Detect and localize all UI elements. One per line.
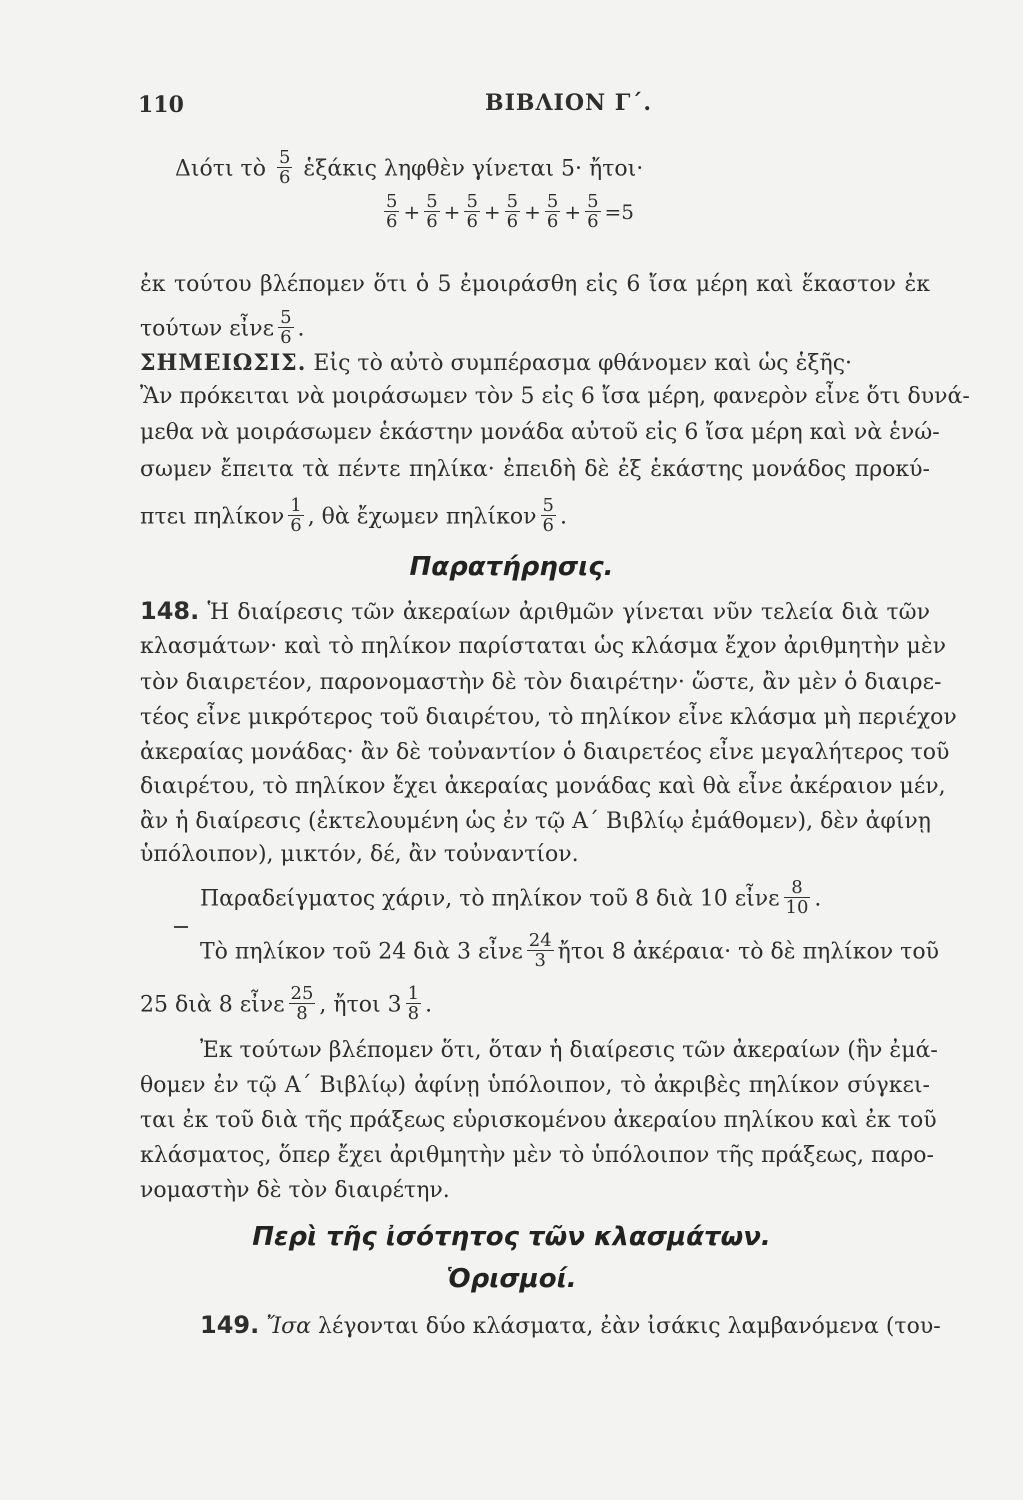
- section-number-149: 149.: [200, 1311, 260, 1339]
- running-title: ΒΙΒΛΙΟΝ Γ΄.: [485, 90, 653, 116]
- sec148-line-2: κλασμάτων· καὶ τὸ πηλίκον παρίσταται ὡς κλάσμα ἔχον ἀριθμητὴν μὲν: [140, 634, 947, 659]
- text: Διότι τὸ: [175, 156, 266, 182]
- eq-fraction: $\frac{5}{6}$: [506, 191, 519, 232]
- fraction-25-8: $\frac{25}{8}$: [290, 983, 314, 1024]
- fraction-8-10: $\frac{8}{10}$: [785, 877, 809, 918]
- sec148-line-15: κλάσματος, ὅπερ ἔχει ἀριθμητὴν μὲν τὸ ὑπόλοιπον τῆς πράξεως, παρο-: [140, 1143, 934, 1168]
- section-number-148: 148.: [140, 597, 200, 625]
- sec149-line-1: 149. Ἴσα λέγονται δύο κλάσματα, ἐὰν ἰσάκις λαμβανόμενα (του-: [200, 1311, 941, 1339]
- heading-definitions: Ὁρισμοί.: [446, 1264, 577, 1294]
- fraction-5-6: $\frac{5}{6}$: [542, 495, 554, 536]
- heading-observation: Παρατήρησις.: [409, 552, 614, 582]
- sec148-line-13: θομεν ἐν τῷ Α΄ Βιβλίῳ) ἀφίνῃ ὑπόλοιπον, τὸ ἀκριβὲς πηλίκον σύγκει-: [140, 1073, 930, 1098]
- sec148-line-6: διαιρέτου, τὸ πηλίκον ἔχει ἀκεραίας μονάδας καὶ θὰ εἶνε ἀκέραιον μέν,: [140, 774, 946, 799]
- sec148-line-4: τέος εἶνε μικρότερος τοῦ διαιρέτου, τὸ πηλίκον εἶνε κλάσμα μὴ περιέχον: [140, 705, 957, 730]
- sec148-line-7: ἂν ἡ διαίρεσις (ἐκτελουμένη ὡς ἐν τῷ Α΄ Βιβλίῳ ἐμάθομεν), δὲν ἀφίνῃ: [140, 809, 931, 834]
- fraction-5-6: $\frac{5}{6}$: [280, 307, 292, 348]
- sec148-line-11: 25 διὰ 8 εἶνε $\frac{25}{8}$ , ἤτοι 3 $\frac{1}{8}$ .: [140, 983, 433, 1024]
- sum-equation: $\frac{5}{6}$ + $\frac{5}{6}$ + $\frac{5}{6}$ + $\frac{5}{6}$ + $\frac{5}{6}$ + $\frac{5}{6}$ =5: [386, 191, 635, 232]
- intro-line-4: τούτων εἶνε $\frac{5}{6}$ .: [140, 307, 305, 348]
- sec148-line-14: ται ἐκ τοῦ διὰ τῆς πράξεως εὑρισκομένου ἀκεραίου πηλίκου καὶ ἐκ τοῦ: [140, 1108, 937, 1133]
- intro-line-3: ἐκ τούτου βλέπομεν ὅτι ὁ 5 ἐμοιράσθη εἰς 6 ἴσα μέρη καὶ ἕκαστον ἐκ: [140, 272, 930, 297]
- eq-fraction: $\frac{5}{6}$: [546, 191, 559, 232]
- fraction-5-6: $\frac{5}{6}$: [278, 147, 291, 188]
- note-line-5: πτει πηλίκον $\frac{1}{6}$ , θὰ ἔχωμεν πηλίκον $\frac{5}{6}$ .: [140, 495, 567, 536]
- fraction-24-3: $\frac{24}{3}$: [528, 930, 552, 971]
- sec148-line-9: Παραδείγματος χάριν, τὸ πηλίκον τοῦ 8 διὰ 10 εἶνε $\frac{8}{10}$ .: [200, 877, 822, 918]
- fraction-1-8: $\frac{1}{8}$: [407, 983, 420, 1024]
- page-number: 110: [138, 92, 184, 118]
- note-line-2: Ἂν πρόκειται νὰ μοιράσωμεν τὸν 5 εἰς 6 ἴσα μέρη, φανερὸν εἶνε ὅτι δυνά-: [140, 384, 970, 409]
- eq-fraction: $\frac{5}{6}$: [386, 191, 398, 232]
- sec148-line-3: τὸν διαιρετέον, παρονομαστὴν δὲ τὸν διαιρέτην· ὥστε, ἂν μὲν ὁ διαιρε-: [140, 670, 942, 695]
- margin-dash: [174, 926, 188, 928]
- sec148-line-16: νομαστὴν δὲ τὸν διαιρέτην.: [140, 1178, 450, 1203]
- note-line-3: μεθα νὰ μοιράσωμεν ἑκάστην μονάδα αὐτοῦ εἰς 6 ἴσα μέρη καὶ νὰ ἑνώ-: [140, 420, 940, 445]
- sec148-line-10: Τὸ πηλίκον τοῦ 24 διὰ 3 εἶνε $\frac{24}{3}$ ἤτοι 8 ἀκέραια· τὸ δὲ πηλίκον τοῦ: [200, 930, 939, 971]
- sec148-line-12: Ἐκ τούτων βλέπομεν ὅτι, ὅταν ἡ διαίρεσις τῶν ἀκεραίων (ἣν ἐμά-: [200, 1038, 938, 1063]
- sec148-line-1: 148. Ἡ διαίρεσις τῶν ἀκεραίων ἀριθμῶν γίνεται νῦν τελεία διὰ τῶν: [140, 597, 930, 625]
- defined-term: Ἴσα: [266, 1314, 312, 1339]
- sec148-line-8: ὑπόλοιπον), μικτόν, δέ, ἂν τοὐναντίον.: [140, 842, 579, 867]
- note-line-1: ΣΗΜΕΙΩΣΙΣ. Εἰς τὸ αὐτὸ συμπέρασμα φθάνομεν καὶ ὡς ἑξῆς·: [140, 350, 853, 376]
- heading-equality-of-fractions: Περὶ τῆς ἰσότητος τῶν κλασμάτων.: [252, 1222, 771, 1252]
- sec148-line-5: ἀκεραίας μονάδας· ἂν δὲ τοὐναντίον ὁ διαιρετέος εἶνε μεγαλήτερος τοῦ: [140, 740, 950, 765]
- eq-fraction: $\frac{5}{6}$: [426, 191, 438, 232]
- text: ἑξάκις ληφθὲν γίνεται 5· ἤτοι·: [303, 156, 644, 182]
- eq-fraction: $\frac{5}{6}$: [587, 191, 599, 232]
- fraction-1-6: $\frac{1}{6}$: [290, 495, 302, 536]
- eq-fraction: $\frac{5}{6}$: [466, 191, 478, 232]
- note-line-4: σωμεν ἔπειτα τὰ πέντε πηλίκα· ἐπειδὴ δὲ ἐξ ἑκάστης μονάδος προκύ-: [140, 457, 930, 482]
- intro-line-1: [175, 147, 965, 189]
- note-label: ΣΗΜΕΙΩΣΙΣ.: [140, 350, 307, 376]
